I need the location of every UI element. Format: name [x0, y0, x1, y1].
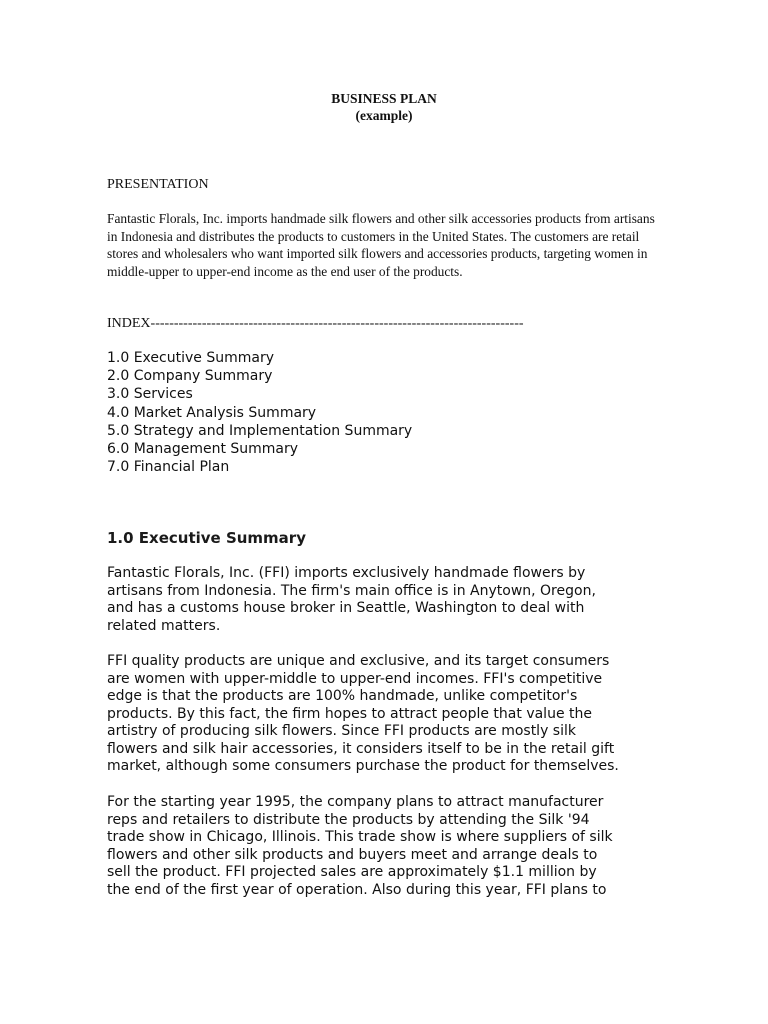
presentation-paragraph: Fantastic Florals, Inc. imports handmade silk flowers and other silk accessories products from artisans in Indonesia and distributes the products to customers in the United States. The customers are retail stores and wholesalers who want imported silk flowers and accessories products, targeting women in middle-upper to upper-end income as the end user of the products. — [107, 211, 655, 279]
text-line: and has a customs house broker in Seattle, Washington to deal with — [107, 600, 585, 616]
document-title: BUSINESS PLAN — [331, 91, 437, 106]
section-heading: 1.0 Executive Summary — [107, 529, 306, 547]
body-paragraph — [107, 653, 647, 776]
table-of-contents — [107, 349, 412, 476]
text-line: are women with upper-middle to upper-end incomes. FFI's competitive — [107, 670, 603, 687]
toc-item: 5.0 Strategy and Implementation Summary — [107, 422, 413, 439]
toc-item: 1.0 Executive Summary — [107, 350, 274, 366]
text-line: For the starting year 1995, the company plans to attract manufacturer — [107, 794, 604, 810]
document-subtitle: (example) — [355, 108, 413, 123]
title-block — [0, 90, 768, 124]
text-line: FFI quality products are unique and exclusive, and its target consumers — [107, 653, 610, 669]
text-line: flowers and silk hair accessories, it considers itself to be in the retail gift — [107, 740, 615, 757]
text-line: market, although some consumers purchase the product for themselves. — [107, 758, 619, 774]
text-line: the end of the first year of operation. Also during this year, FFI plans to — [107, 881, 607, 898]
text-line: products. By this fact, the firm hopes to attract people that value the — [107, 705, 592, 722]
text-line: flowers and other silk products and buyers meet and arrange deals to — [107, 846, 598, 863]
body-paragraph — [107, 794, 647, 899]
text-line: artistry of producing silk flowers. Since FFI products are mostly silk — [107, 723, 576, 739]
text-line: edge is that the products are 100% handmade, unlike competitor's — [107, 688, 578, 704]
text-line: Fantastic Florals, Inc. (FFI) imports exclusively handmade flowers by — [107, 565, 586, 581]
toc-item: 4.0 Market Analysis Summary — [107, 404, 317, 421]
toc-item: 6.0 Management Summary — [107, 441, 299, 458]
toc-item: 7.0 Financial Plan — [107, 459, 230, 476]
text-line: artisans from Indonesia. The firm's main office is in Anytown, Oregon, — [107, 582, 596, 599]
index-line: INDEX-------------------------------------------------------------------------------- — [107, 316, 524, 331]
toc-item: 2.0 Company Summary — [107, 368, 273, 385]
presentation-heading: PRESENTATION — [107, 177, 209, 192]
text-line: reps and retailers to distribute the products by attending the Silk '94 — [107, 811, 590, 828]
text-line: sell the product. FFI projected sales are approximately $1.1 million by — [107, 864, 597, 880]
body-paragraph — [107, 565, 647, 635]
text-line: related matters. — [107, 617, 221, 634]
text-line: trade show in Chicago, Illinois. This trade show is where suppliers of silk — [107, 829, 613, 845]
toc-item: 3.0 Services — [107, 386, 193, 403]
